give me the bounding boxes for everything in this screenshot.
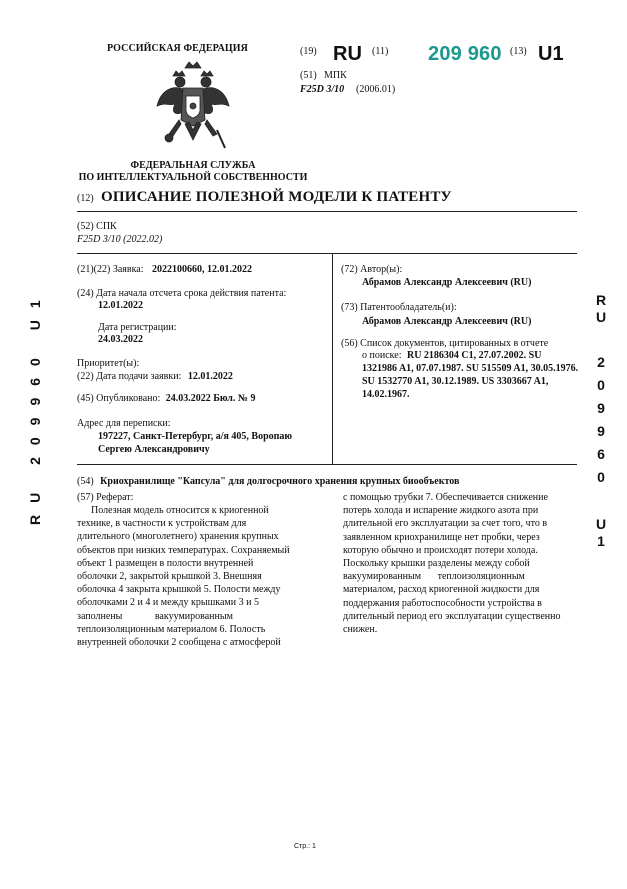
term-value: 12.01.2022 <box>98 300 143 311</box>
abstract-line: Поскольку крышки разделены между собой <box>343 558 530 570</box>
address-label: Адрес для переписки: <box>77 418 171 429</box>
cpk-value: F25D 3/10 (2022.02) <box>77 234 163 245</box>
inid-code-19: (19) <box>300 46 317 57</box>
abstract-line: длительной его эксплуатации за счет того, что в <box>343 518 548 530</box>
side-code-left: RU 209960 U1 <box>27 288 43 525</box>
abstract-heading: (57) Реферат: <box>77 492 134 503</box>
side-char: 0 <box>597 469 605 485</box>
author-label: (72) Автор(ы): <box>341 264 403 275</box>
side-char: U <box>595 309 607 325</box>
page-number: Стр.: 1 <box>294 843 316 850</box>
side-char: 0 <box>597 377 605 393</box>
owner-value: Абрамов Александр Алексеевич (RU) <box>362 316 532 327</box>
cited-line-4: 14.02.1967. <box>362 389 410 400</box>
side-char: 2 <box>597 354 605 370</box>
published-field <box>77 393 255 405</box>
cited-line-2: 1321986 A1, 07.07.1987. SU 515509 A1, 30.05.1976. <box>362 363 579 374</box>
inid-code-13: (13) <box>510 46 527 57</box>
side-char: 9 <box>597 400 605 416</box>
cited-label: (56) Список документов, цитированных в отчете <box>341 338 549 349</box>
owner-label: (73) Патентообладатель(и): <box>341 302 457 313</box>
abstract-line: потерь холода и испарение жидкого азота при <box>343 505 539 517</box>
title-divider <box>77 211 577 212</box>
abstract-line: заявленном криохранилище нет пробки, через <box>343 531 540 543</box>
side-char: 6 <box>597 446 605 462</box>
side-gap <box>586 326 616 354</box>
inid-code-51: (51) <box>300 70 317 81</box>
inid-code-11: (11) <box>372 46 389 57</box>
side-char: 9 <box>597 423 605 439</box>
published-value: 24.03.2022 Бюл. № 9 <box>165 393 256 404</box>
abstract-line: длительный период его эксплуатации существенно <box>343 610 561 622</box>
abstract-column-2 <box>343 491 577 636</box>
biblio-column-divider <box>332 253 333 464</box>
side-gap <box>586 486 616 516</box>
side-char: 1 <box>597 533 605 549</box>
priority-label: Приоритет(ы): <box>77 358 140 369</box>
abstract-line: теплоизоляционным материалом 6. Полость <box>77 623 266 635</box>
cited-line-1-text: RU 2186304 C1, 27.07.2002. SU <box>406 350 542 361</box>
cited-line-1 <box>362 350 541 362</box>
term-label: (24) Дата начала отсчета срока действия патента: <box>77 288 287 299</box>
abstract-line: Полезная модель относится к криогенной <box>91 505 269 516</box>
published-label: (45) Опубликовано: <box>77 393 161 404</box>
abstract-line: материалом, расход криогенной жидкости для <box>343 584 540 596</box>
side-code-right <box>586 292 616 550</box>
biblio-top-divider <box>77 253 577 254</box>
cited-line-3: SU 1532770 A1, 30.12.1989. US 3303667 A1, <box>362 376 549 387</box>
abstract-line: с помощью трубки 7. Обеспечивается снижение <box>343 492 548 503</box>
address-line-1: 197227, Санкт-Петербург, а/я 405, Воропаю <box>98 431 293 442</box>
cited-prefix: о поиске: <box>362 350 402 361</box>
country-code: RU <box>333 43 362 65</box>
abstract-line: внутренней оболочки 2 сообщена с атмосферой <box>77 637 281 649</box>
abstract-column-1 <box>77 504 311 649</box>
abstract-line: вакуумированным теплоизоляционным <box>343 571 525 583</box>
application-label: (21)(22) Заявка: <box>77 264 144 275</box>
biblio-bottom-divider <box>77 464 577 465</box>
kind-code: U1 <box>538 43 564 65</box>
cpk-label: (52) СПК <box>77 221 117 232</box>
document-title: ОПИСАНИЕ ПОЛЕЗНОЙ МОДЕЛИ К ПАТЕНТУ <box>101 189 452 205</box>
russian-coat-of-arms-icon <box>155 60 231 156</box>
side-char: U <box>595 516 607 532</box>
abstract-line: технике, в частности к устройствам для <box>77 518 247 530</box>
patent-number: 209 960 <box>428 43 502 65</box>
inid-code-12: (12) <box>77 193 94 204</box>
abstract-line: оболочки 2, закрытой крышкой 3. Внешняя <box>77 571 262 583</box>
ipc-version: (2006.01) <box>356 84 396 95</box>
inid-code-54: (54) <box>77 476 94 487</box>
filing-field <box>77 371 233 383</box>
abstract-line: которую обычно и происходят потери холода. <box>343 544 538 556</box>
country-name: РОССИЙСКАЯ ФЕДЕРАЦИЯ <box>107 43 249 54</box>
side-char: R <box>595 292 607 308</box>
agency-line-1: ФЕДЕРАЛЬНАЯ СЛУЖБА <box>130 160 256 171</box>
agency-name <box>64 160 322 184</box>
ipc-class: F25D 3/10 <box>300 84 345 95</box>
filing-value: 12.01.2022 <box>187 371 233 382</box>
abstract-line: заполнены вакуумированным <box>77 610 233 622</box>
abstract-line: снижен. <box>343 624 378 636</box>
registration-value: 24.03.2022 <box>98 334 143 345</box>
abstract-line: оболочками 2 и 4 и между крышками 3 и 5 <box>77 597 259 609</box>
address-line-2: Сергею Александровичу <box>98 444 210 455</box>
registration-label: Дата регистрации: <box>98 322 177 333</box>
author-value: Абрамов Александр Алексеевич (RU) <box>362 277 532 288</box>
abstract-line: объект 1 размещен в полости внутренней <box>77 557 254 569</box>
model-title <box>77 476 459 487</box>
abstract-line: поддержания работоспособности устройства в <box>343 597 542 609</box>
model-title-text: Криохранилище "Капсула" для долгосрочного хранения крупных биообъектов <box>100 476 460 487</box>
abstract-line: длительного (многолетнего) хранения крупных <box>77 531 279 543</box>
agency-line-2: ПО ИНТЕЛЛЕКТУАЛЬНОЙ СОБСТВЕННОСТИ <box>78 172 308 183</box>
application-value: 2022100660, 12.01.2022 <box>152 264 253 275</box>
filing-label: (22) Дата подачи заявки: <box>77 371 182 382</box>
abstract-line: объектов при низких температурах. Сохраняемый <box>77 544 290 556</box>
abstract-line: оболочка 4 закрыта крышкой 5. Полости между <box>77 584 281 596</box>
mpk-label: МПК <box>324 70 347 81</box>
application-field <box>77 264 252 276</box>
